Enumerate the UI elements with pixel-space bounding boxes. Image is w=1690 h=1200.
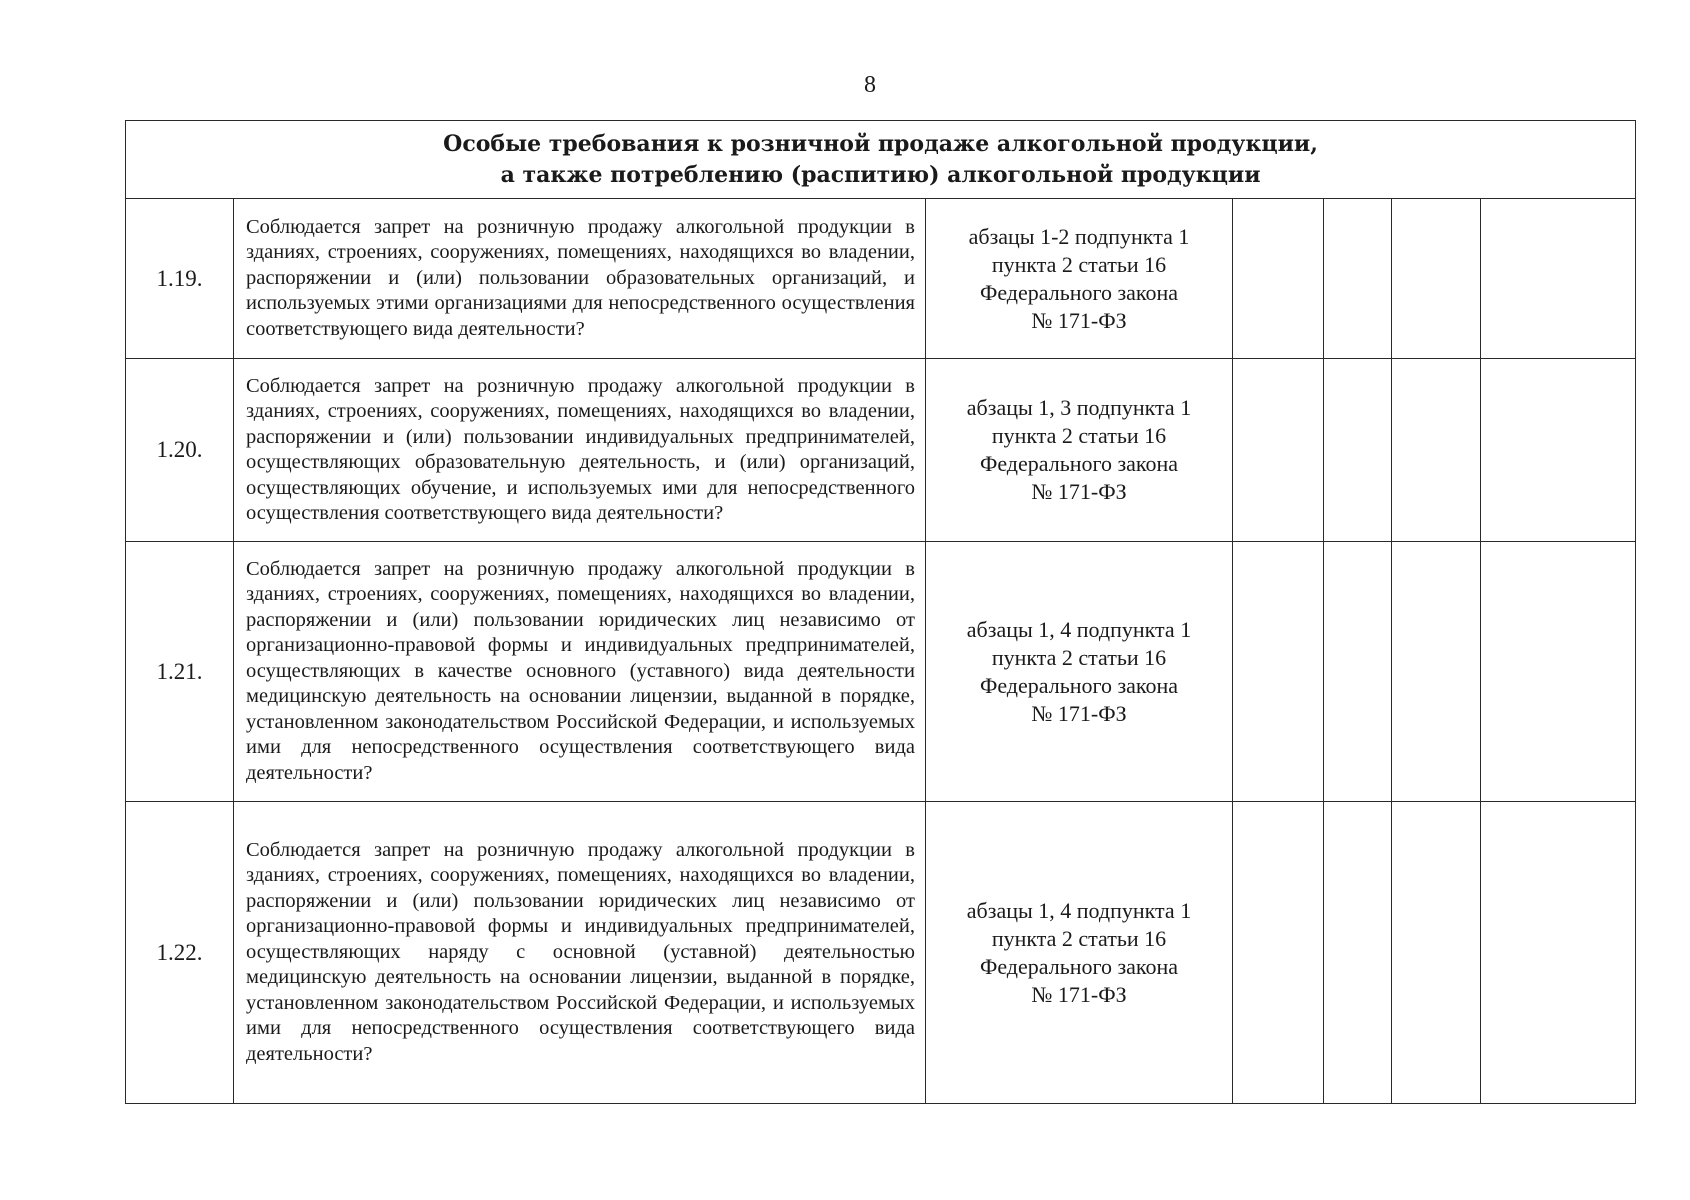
table-row: [126, 359, 1636, 542]
answer-cell-no[interactable]: [1324, 802, 1392, 1104]
reference-line: пункта 2 статьи 16: [991, 423, 1167, 448]
question-text: Соблюдается запрет на розничную продажу алкогольной продукции в зданиях, строениях, сооружениях, помещениях, находящихся во владении, распоряжении и (или) пользовании образовательных организаций, и используемых этими организациями для непосредственного осуществления соответствующего вида деятельности?: [234, 199, 926, 359]
section-title-line-2: а также потреблению (распитию) алкогольной продукции: [500, 161, 1261, 188]
reference-line: абзацы 1-2 подпункта 1: [968, 223, 1190, 249]
answer-cell-no[interactable]: [1324, 199, 1392, 359]
answer-cell-yes[interactable]: [1233, 359, 1324, 542]
reference-line: Федерального закона: [979, 279, 1179, 305]
reference-line: № 171-ФЗ: [1031, 307, 1127, 333]
answer-cell-na[interactable]: [1392, 542, 1481, 802]
item-number: 1.22.: [126, 802, 234, 1104]
page-number: 8: [864, 72, 876, 98]
answer-cell-yes[interactable]: [1233, 199, 1324, 359]
section-title: [126, 121, 1636, 199]
legal-reference: [926, 199, 1233, 359]
section-header-row: [126, 121, 1636, 199]
reference-line: пункта 2 статьи 16: [991, 925, 1167, 951]
notes-cell[interactable]: [1481, 359, 1636, 542]
table-row: [126, 542, 1636, 802]
question-text: Соблюдается запрет на розничную продажу алкогольной продукции в зданиях, строениях, сооружениях, помещениях, находящихся во владении, распоряжении и (или) пользовании юридических лиц независимо от организационно-правовой формы и индивидуальных предпринимателей, осуществляющих в качестве основного (уставного) вида деятельности медицинскую деятельность на основании лицензии, выданной в порядке, установленном законодательством Российской Федерации, и используемых ими для непосредственного осуществления соответствующего вида деятельности?: [234, 542, 926, 802]
legal-reference: [926, 359, 1233, 542]
notes-cell[interactable]: [1481, 542, 1636, 802]
reference-line: абзацы 1, 4 подпункта 1: [966, 897, 1192, 923]
reference-line: Федерального закона: [979, 953, 1179, 979]
reference-line: пункта 2 статьи 16: [991, 251, 1167, 277]
question-text: Соблюдается запрет на розничную продажу алкогольной продукции в зданиях, строениях, сооружениях, помещениях, находящихся во владении, распоряжении и (или) пользовании индивидуальных предпринимателей, осуществляющих образовательную деятельность, и (или) организаций, осуществляющих обучение, и используемых ими для непосредственного осуществления соответствующего вида деятельности?: [234, 359, 926, 542]
reference-line: № 171-ФЗ: [1031, 479, 1127, 504]
legal-reference: [926, 542, 1233, 802]
answer-cell-na[interactable]: [1392, 199, 1481, 359]
notes-cell[interactable]: [1481, 802, 1636, 1104]
item-number: 1.20.: [126, 359, 234, 542]
reference-line: пункта 2 статьи 16: [991, 644, 1167, 670]
question-text: Соблюдается запрет на розничную продажу алкогольной продукции в зданиях, строениях, сооружениях, помещениях, находящихся во владении, распоряжении и (или) пользовании юридических лиц независимо от организационно-правовой формы и индивидуальных предпринимателей, осуществляющих наряду с основной (уставной) деятельностью медицинскую деятельность на основании лицензии, выданной в порядке, установленном законодательством Российской Федерации, и используемых ими для непосредственного осуществления соответствующего вида деятельности?: [234, 802, 926, 1104]
answer-cell-yes[interactable]: [1233, 542, 1324, 802]
reference-line: Федерального закона: [979, 672, 1179, 698]
answer-cell-no[interactable]: [1324, 359, 1392, 542]
reference-line: абзацы 1, 3 подпункта 1: [966, 395, 1192, 420]
reference-line: абзацы 1, 4 подпункта 1: [966, 616, 1192, 642]
reference-line: № 171-ФЗ: [1031, 700, 1127, 726]
answer-cell-na[interactable]: [1392, 359, 1481, 542]
reference-line: № 171-ФЗ: [1031, 981, 1127, 1007]
legal-reference: [926, 802, 1233, 1104]
answer-cell-yes[interactable]: [1233, 802, 1324, 1104]
answer-cell-no[interactable]: [1324, 542, 1392, 802]
notes-cell[interactable]: [1481, 199, 1636, 359]
table-row: [126, 802, 1636, 1104]
item-number: 1.21.: [126, 542, 234, 802]
reference-line: Федерального закона: [979, 451, 1179, 476]
answer-cell-na[interactable]: [1392, 802, 1481, 1104]
table-row: [126, 199, 1636, 359]
item-number: 1.19.: [126, 199, 234, 359]
checklist-table: [125, 120, 1636, 1104]
section-title-line-1: Особые требования к розничной продаже алкогольной продукции,: [443, 130, 1318, 157]
